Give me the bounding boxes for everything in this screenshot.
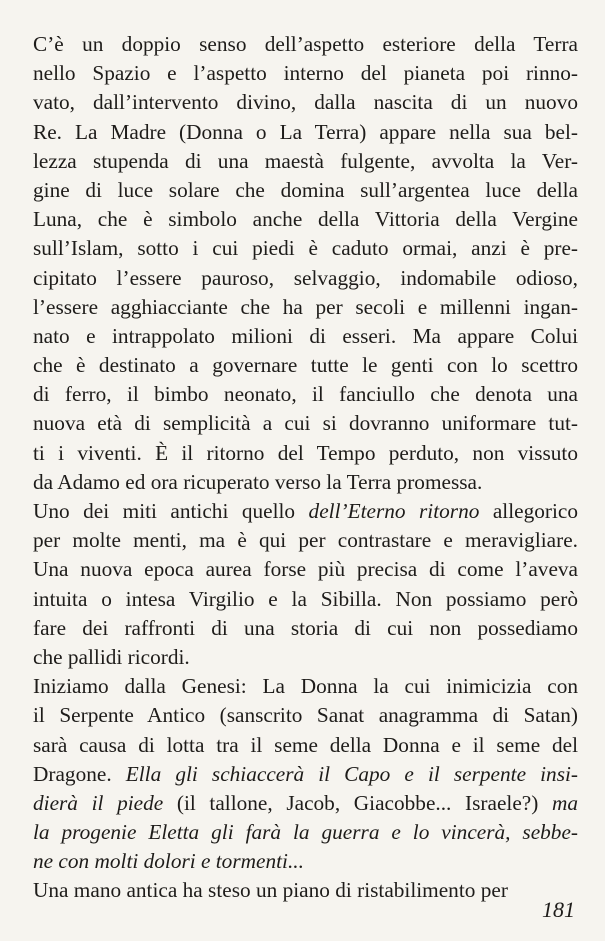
italic-text: ma xyxy=(551,790,578,815)
text-line xyxy=(33,585,578,614)
text-run: Una mano antica ha steso un piano di ristabilimento per xyxy=(33,878,508,903)
text-run: cipitato l’essere pauroso, selvaggio, indomabile odioso, xyxy=(33,265,578,290)
body-text xyxy=(33,30,578,906)
text-line xyxy=(33,847,578,876)
text-run: per molte menti, ma è qui per contrastare e meravigliare. xyxy=(33,528,578,553)
text-line xyxy=(33,234,578,263)
text-run: sarà causa di lotta tra il seme della Donna e il seme del xyxy=(33,732,578,757)
italic-text: ne con molti dolori e tormenti... xyxy=(33,849,304,874)
text-run: C’è un doppio senso dell’aspetto esteriore della Terra xyxy=(33,32,578,56)
text-run: gine di luce solare che domina sull’argentea luce della xyxy=(33,177,578,202)
text-line xyxy=(33,30,578,59)
text-line xyxy=(33,118,578,147)
italic-text: Ella gli schiaccerà il Capo e il serpente insi- xyxy=(125,761,578,786)
text-run: che pallidi ricordi. xyxy=(33,644,190,669)
text-run: nuova età di semplicità a cui si dovranno uniformare tut- xyxy=(33,411,578,436)
paragraph xyxy=(33,497,578,672)
text-line xyxy=(33,351,578,380)
text-line xyxy=(33,264,578,293)
text-run: allegorico xyxy=(479,499,578,523)
text-line xyxy=(33,322,578,351)
text-line xyxy=(33,876,578,905)
text-run: Dragone. xyxy=(33,761,126,786)
text-run: fare dei raffronti di una storia di cui non possediamo xyxy=(33,615,578,640)
text-run: che è destinato a governare tutte le genti con lo scettro xyxy=(33,353,578,378)
text-run: ti i viventi. È il ritorno del Tempo perduto, non vissuto xyxy=(33,440,578,465)
paragraph xyxy=(33,30,578,497)
text-line xyxy=(33,701,578,730)
text-run: Una nuova epoca aurea forse più precisa di come l’aveva xyxy=(33,557,578,582)
text-line xyxy=(33,614,578,643)
text-run: intuita o intesa Virgilio e la Sibilla. Non possiamo però xyxy=(33,586,578,611)
text-run: di ferro, il bimbo neonato, il fanciullo che denota una xyxy=(33,382,578,407)
text-line xyxy=(33,760,578,789)
text-line xyxy=(33,497,578,526)
text-run: Iniziamo dalla Genesi: La Donna la cui inimicizia con xyxy=(33,674,578,699)
text-run: sull’Islam, sotto i cui piedi è caduto ormai, anzi è pre- xyxy=(33,236,578,261)
text-run: lezza stupenda di una maestà fulgente, avvolta la Ver- xyxy=(33,148,578,173)
text-line xyxy=(33,293,578,322)
text-run: (il tallone, Jacob, Giacobbe... Israele?) xyxy=(163,790,552,815)
text-line xyxy=(33,147,578,176)
text-line xyxy=(33,409,578,438)
italic-text: la progenie Eletta gli farà la guerra e lo vincerà, sebbe- xyxy=(33,820,578,845)
text-line xyxy=(33,789,578,818)
text-line xyxy=(33,380,578,409)
text-line xyxy=(33,643,578,672)
italic-text: dierà il piede xyxy=(33,790,164,815)
text-run: vato, dall’intervento divino, dalla nascita di un nuovo xyxy=(33,90,578,115)
paragraph xyxy=(33,876,578,905)
text-line xyxy=(33,468,578,497)
text-run: l’essere agghiacciante che ha per secoli e millenni ingan- xyxy=(33,294,578,319)
text-run: da Adamo ed ora ricuperato verso la Terra promessa. xyxy=(33,469,483,494)
paragraph xyxy=(33,672,578,876)
text-run: Re. La Madre (Donna o La Terra) appare nella sua bel- xyxy=(33,119,578,144)
text-run: il Serpente Antico (sanscrito Sanat anagramma di Satan) xyxy=(33,703,578,728)
text-line xyxy=(33,555,578,584)
text-line xyxy=(33,88,578,117)
text-line xyxy=(33,205,578,234)
text-line xyxy=(33,526,578,555)
text-line xyxy=(33,59,578,88)
text-line xyxy=(33,439,578,468)
text-line xyxy=(33,818,578,847)
text-run: Luna, che è simbolo anche della Vittoria della Vergine xyxy=(33,207,578,232)
text-run: nato e intrappolato milioni di esseri. Ma appare Colui xyxy=(33,323,578,348)
text-run: Uno dei miti antichi quello xyxy=(33,499,309,523)
italic-text: dell’Eterno ritorno xyxy=(308,499,480,523)
text-run: nello Spazio e l’aspetto interno del pianeta poi rinno- xyxy=(33,61,578,86)
text-line xyxy=(33,176,578,205)
text-line xyxy=(33,672,578,701)
text-line xyxy=(33,731,578,760)
page-number: 181 xyxy=(542,897,575,922)
